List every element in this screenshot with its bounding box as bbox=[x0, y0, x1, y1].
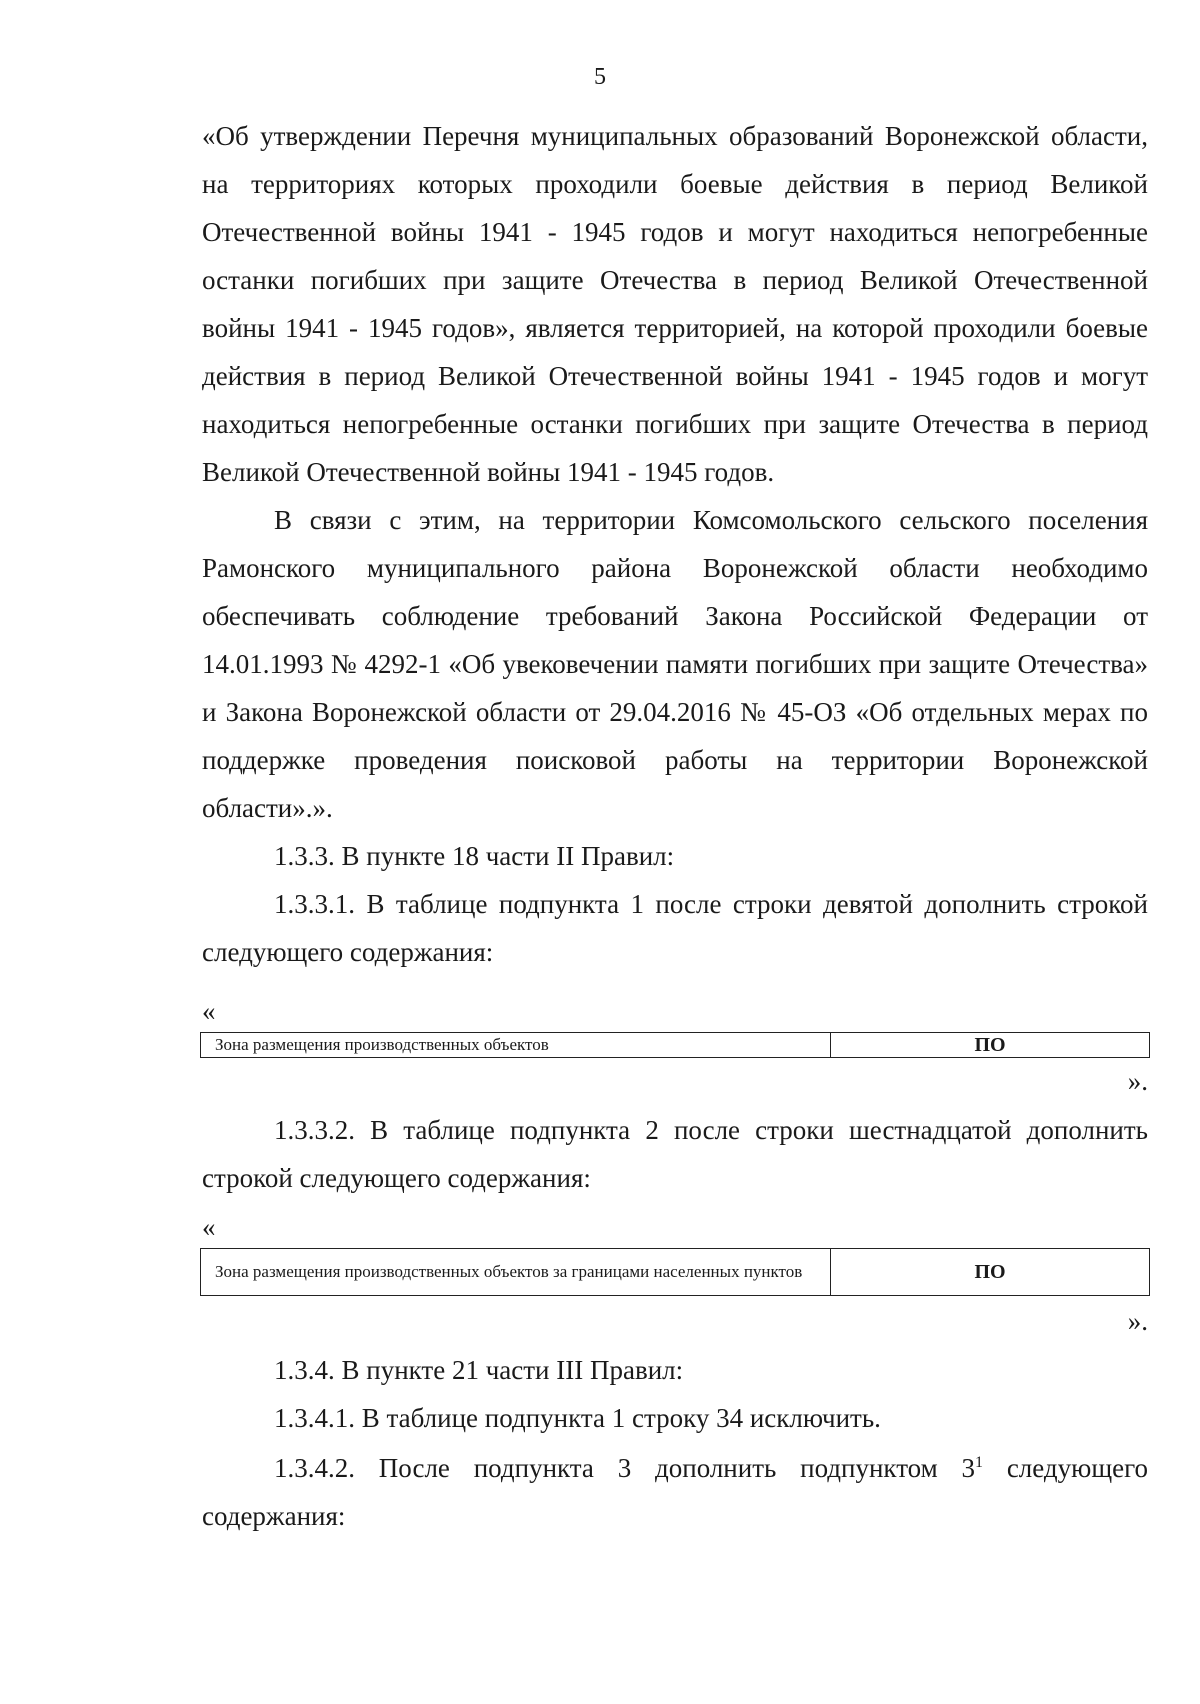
clause-1-3-3 bbox=[202, 832, 1148, 880]
superscript-index: 1 bbox=[975, 1454, 984, 1471]
clause-text bbox=[202, 1444, 1148, 1540]
closing-quote: ». bbox=[1127, 1306, 1148, 1336]
paragraph-text: «Об утверждении Перечня муниципальных образований Воронежской области, на территориях которых проходили боевые действия в период Великой Отечественной войны 1941 - 1945 годов и могут находиться непогребенные останки погибших при защите Отечества в период Великой Отечественной войны 1941 - 1945 годов», является территорией, на которой проходили боевые действия в период Великой Отечественной войны 1941 - 1945 годов и могут находиться непогребенные останки погибших при защите Отечества в период Великой Отечественной войны 1941 - 1945 годов. bbox=[202, 121, 1148, 487]
opening-quote: « bbox=[202, 996, 216, 1026]
paragraph-text: В связи с этим, на территории Комсомольского сельского поселения Рамонского муниципального района Воронежской области необходимо обеспечивать соблюдение требований Закона Российской Федерации от 14.01.1993 № 4292-1 «Об увековечении памяти погибших при защите Отечества» и Закона Воронежской области от 29.04.2016 № 45-ОЗ «Об отдельных мерах по поддержке проведения поисковой работы на территории Воронежской области».». bbox=[202, 505, 1148, 823]
zone-code-cell: ПО bbox=[974, 1033, 1006, 1056]
clause-text-end: следующего содержания: bbox=[202, 1453, 1148, 1531]
clause-text: 1.3.3.1. В таблице подпункта 1 после строки девятой дополнить строкой следующего содержания: bbox=[202, 889, 1148, 967]
clause-text: 1.3.3.2. В таблице подпункта 2 после строки шестнадцатой дополнить строкой следующего содержания: bbox=[202, 1115, 1148, 1193]
clause-1-3-4-1 bbox=[202, 1394, 1148, 1442]
insert-table-1 bbox=[200, 1032, 1150, 1058]
clause-1-3-3-2 bbox=[202, 1106, 1148, 1202]
clause-1-3-4 bbox=[202, 1346, 1148, 1394]
zone-name-cell: Зона размещения производственных объектов за границами населенных пунктов bbox=[201, 1249, 831, 1295]
clause-text: 1.3.4. В пункте 21 части III Правил: bbox=[274, 1355, 684, 1385]
clause-text: 1.3.4.1. В таблице подпункта 1 строку 34 исключить. bbox=[274, 1403, 881, 1433]
page-number: 5 bbox=[594, 64, 606, 90]
zone-code-cell: ПО bbox=[974, 1260, 1006, 1283]
clause-1-3-4-2 bbox=[202, 1444, 1148, 1540]
opening-quote: « bbox=[202, 1212, 216, 1242]
paragraph-continuation bbox=[202, 112, 1148, 496]
clause-text: 1.3.3. В пункте 18 части II Правил: bbox=[274, 841, 675, 871]
clause-text-start: 1.3.4.2. После подпункта 3 дополнить подпунктом 3 bbox=[274, 1453, 976, 1483]
insert-table-2 bbox=[200, 1248, 1150, 1296]
clause-1-3-3-1 bbox=[202, 880, 1148, 976]
paragraph-ensure-requirements bbox=[202, 496, 1148, 832]
closing-quote: ». bbox=[1127, 1066, 1148, 1096]
zone-name-cell: Зона размещения производственных объектов bbox=[201, 1033, 831, 1057]
